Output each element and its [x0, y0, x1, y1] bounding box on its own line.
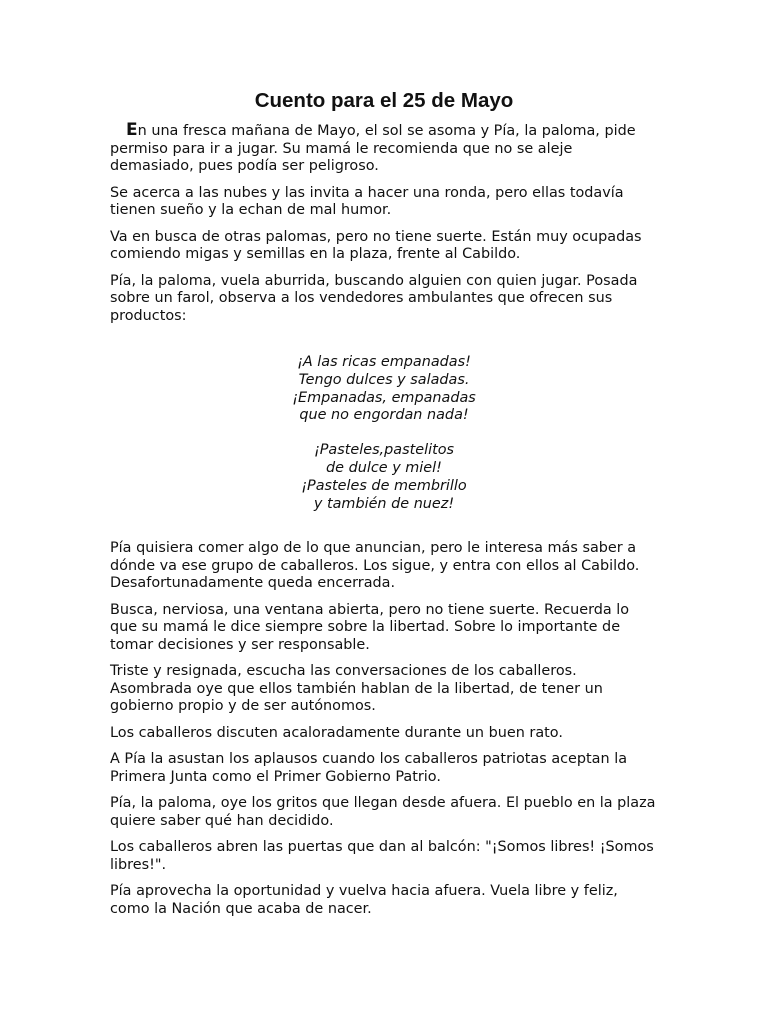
verse-pasteles	[110, 442, 658, 513]
spacer	[110, 513, 658, 540]
verse-line: ¡Empanadas, empanadas	[292, 389, 476, 406]
paragraph-caballeros: Pía quisiera comer algo de lo que anuncian, pero le interesa más saber a dónde va ese grupo de caballeros. Los sigue, y entra con ellos al Cabildo. Desafortunadamente queda encerrada.	[110, 540, 640, 592]
verse-line: de dulce y miel!	[326, 459, 442, 476]
intro-paragraph	[110, 122, 658, 176]
drop-cap: E	[126, 120, 138, 140]
paragraph-clouds: Se acerca a las nubes y las invita a hacer una ronda, pero ellas todavía tienen sueño y la echan de mal humor.	[110, 184, 624, 218]
story-title: Cuento para el 25 de Mayo	[254, 89, 514, 112]
paragraph-vendors: Pía, la paloma, vuela aburrida, buscando alguien con quien jugar. Posada sobre un farol, observa a los vendedores ambulantes que ofrecen sus productos:	[110, 272, 638, 324]
paragraph-ventana: Busca, nerviosa, una ventana abierta, pero no tiene suerte. Recuerda lo que su mamá le dice siempre sobre la libertad. Sobre lo importante de tomar decisiones y ser responsable.	[110, 601, 630, 653]
verse-line: Tengo dulces y saladas.	[298, 371, 470, 388]
paragraph-final: Pía aprovecha la oportunidad y vuelva hacia afuera. Vuela libre y feliz, como la Nación que acaba de nacer.	[110, 883, 618, 917]
paragraph-conversaciones: Triste y resignada, escucha las conversaciones de los caballeros. Asombrada oye que ellos también hablan de la libertad, de tener un gobierno propio y de ser autónomos.	[110, 663, 603, 715]
verse-line: ¡Pasteles,pastelitos	[313, 442, 455, 459]
verse-line: que no engordan nada!	[299, 407, 469, 424]
paragraph-pigeons: Va en busca de otras palomas, pero no tiene suerte. Están muy ocupadas comiendo migas y semillas en la plaza, frente al Cabildo.	[110, 228, 642, 262]
story-body	[110, 122, 658, 927]
verse-line: ¡A las ricas empanadas!	[297, 354, 471, 370]
verse-empanadas	[110, 354, 658, 425]
paragraph-balcon: Los caballeros abren las puertas que dan al balcón: "¡Somos libres! ¡Somos libres!".	[110, 839, 654, 873]
paragraph-gritos: Pía, la paloma, oye los gritos que llegan desde afuera. El pueblo en la plaza quiere saber qué han decidido.	[110, 795, 656, 829]
intro-text: n una fresca mañana de Mayo, el sol se asoma y Pía, la paloma, pide permiso para ir a jugar. Su mamá le recomienda que no se aleje demasiado, pues podía ser peligroso.	[110, 123, 636, 174]
paragraph-aplausos: A Pía la asustan los aplausos cuando los caballeros patriotas aceptan la Primera Junta como el Primer Gobierno Patrio.	[110, 751, 628, 785]
verse-line: ¡Pasteles de membrillo	[301, 477, 467, 494]
paragraph-discuten: Los caballeros discuten acaloradamente durante un buen rato.	[110, 724, 563, 741]
verse-line: y también de nuez!	[313, 495, 455, 512]
